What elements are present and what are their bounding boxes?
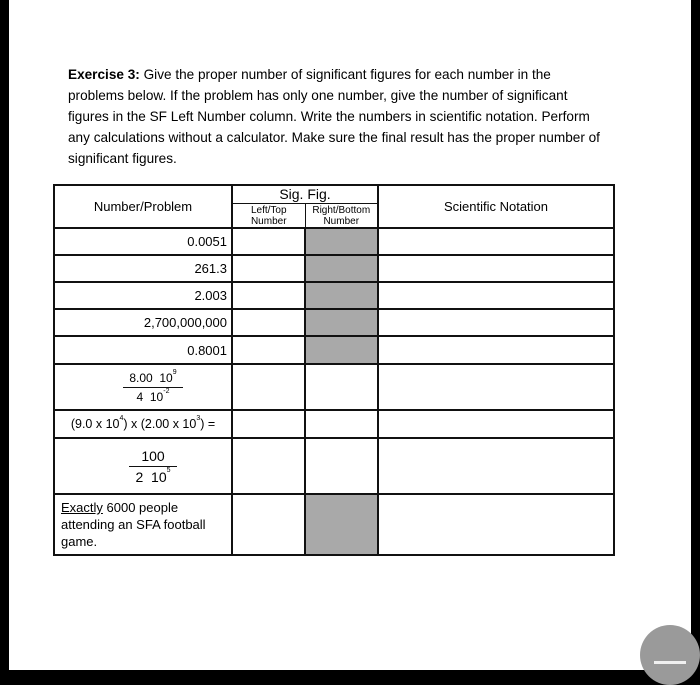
left-top-answer-cell[interactable] <box>232 494 305 555</box>
left-top-answer-cell[interactable] <box>232 309 305 336</box>
sig-fig-table <box>53 184 615 556</box>
header-scientific-notation: Scientific Notation <box>378 185 614 228</box>
numerator-exponent: 9 <box>172 368 177 376</box>
sci-notation-answer-cell[interactable] <box>378 255 614 282</box>
product-part-a: (9.0 x 10 <box>70 417 120 431</box>
product-part-b: ) x (2.00 x 10 <box>123 417 197 431</box>
product-exponent-b: 3 <box>196 415 201 422</box>
exactly-emphasis: Exactly <box>61 500 103 515</box>
right-bottom-shaded-cell <box>305 309 378 336</box>
table-row <box>54 282 614 309</box>
problem-value: 2,700,000,000 <box>54 309 232 336</box>
sci-notation-answer-cell[interactable] <box>378 364 614 410</box>
table-row <box>54 228 614 255</box>
table-row <box>54 255 614 282</box>
multiplication-problem <box>54 410 232 438</box>
denominator-exponent: -2 <box>163 387 170 395</box>
denominator-mantissa: 2 <box>135 468 144 485</box>
right-bottom-shaded-cell <box>305 228 378 255</box>
problem-value: 0.0051 <box>54 228 232 255</box>
sci-notation-answer-cell[interactable] <box>378 309 614 336</box>
left-top-answer-cell[interactable] <box>232 438 305 494</box>
denominator-base: 10 <box>151 468 167 485</box>
table-row <box>54 438 614 494</box>
exercise-instructions <box>68 64 608 169</box>
word-problem <box>54 494 232 555</box>
table-row <box>54 494 614 555</box>
table-row <box>54 336 614 364</box>
left-top-answer-cell[interactable] <box>232 410 305 438</box>
right-bottom-shaded-cell <box>305 336 378 364</box>
denominator-base: 10 <box>149 389 164 404</box>
right-bottom-shaded-cell <box>305 255 378 282</box>
table-row <box>54 364 614 410</box>
left-top-answer-cell[interactable] <box>232 364 305 410</box>
denominator-mantissa: 4 <box>136 389 144 404</box>
scroll-handle[interactable] <box>640 625 700 685</box>
sci-notation-answer-cell[interactable] <box>378 228 614 255</box>
left-top-answer-cell[interactable] <box>232 336 305 364</box>
left-top-answer-cell[interactable] <box>232 228 305 255</box>
exercise-text: Give the proper number of significant figures for each number in the problems below. If the problem has only one number, give the number of significant figures in the SF Left Number column. Write the numbers in scientific notation. Perform any calculations without a calculator. Make sure the final result has the proper number of significant figures. <box>68 67 600 166</box>
numerator-base: 10 <box>159 370 173 385</box>
division-problem-2 <box>54 438 232 494</box>
problem-value: 0.8001 <box>54 336 232 364</box>
left-top-answer-cell[interactable] <box>232 282 305 309</box>
header-sig-fig <box>232 185 378 228</box>
division-problem <box>54 364 232 410</box>
right-bottom-answer-cell[interactable] <box>305 364 378 410</box>
denominator-exponent: 5 <box>166 466 171 474</box>
table-header-row <box>54 185 614 228</box>
header-right-bottom: Right/Bottom Number <box>312 205 371 227</box>
problem-value: 261.3 <box>54 255 232 282</box>
table-row <box>54 410 614 438</box>
numerator: 100 <box>129 448 176 467</box>
sci-notation-answer-cell[interactable] <box>378 410 614 438</box>
right-bottom-shaded-cell <box>305 494 378 555</box>
header-left-top: Left/Top Number <box>233 204 306 227</box>
sci-notation-answer-cell[interactable] <box>378 494 614 555</box>
sci-notation-answer-cell[interactable] <box>378 336 614 364</box>
product-exponent-a: 4 <box>119 415 124 422</box>
sig-fig-title: Sig. Fig. <box>279 186 331 202</box>
table-row <box>54 309 614 336</box>
problem-value: 2.003 <box>54 282 232 309</box>
header-number-problem: Number/Problem <box>54 185 232 228</box>
right-bottom-answer-cell[interactable] <box>305 410 378 438</box>
numerator-mantissa: 8.00 <box>129 370 153 385</box>
sci-notation-answer-cell[interactable] <box>378 438 614 494</box>
exercise-heading: Exercise 3: <box>68 67 140 82</box>
word-problem-text: 6000 people attending an SFA football game. <box>61 500 206 549</box>
left-top-answer-cell[interactable] <box>232 255 305 282</box>
right-bottom-answer-cell[interactable] <box>305 438 378 494</box>
product-part-c: ) = <box>200 417 216 431</box>
sci-notation-answer-cell[interactable] <box>378 282 614 309</box>
right-bottom-shaded-cell <box>305 282 378 309</box>
